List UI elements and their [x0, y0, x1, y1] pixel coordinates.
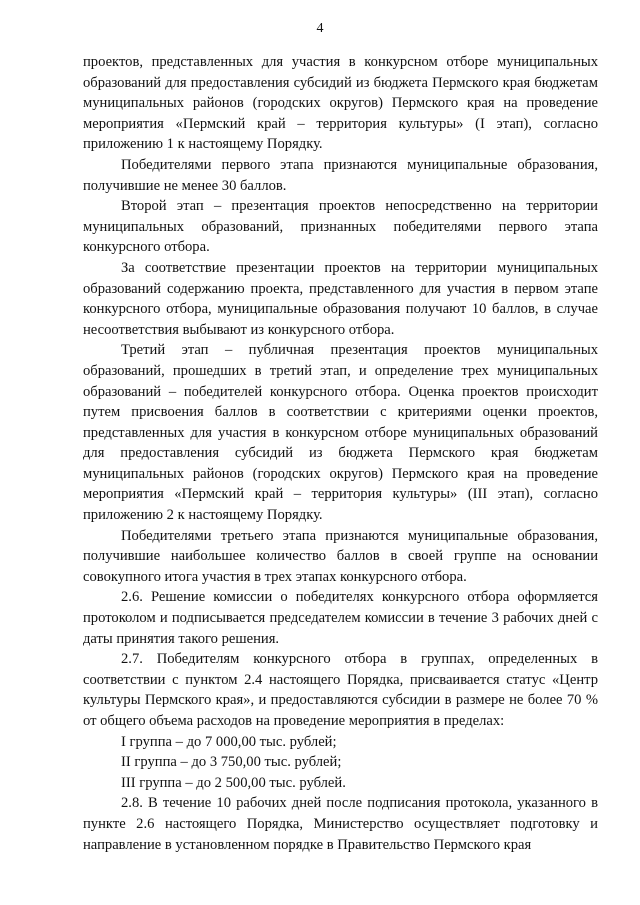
list-item-group-2: II группа – до 3 750,00 тыс. рублей; [121, 754, 342, 771]
paragraph-stage1-winners: Победителями первого этапа признаются муниципальные образования, получившие не менее 30 баллов. [83, 156, 598, 194]
document-body [83, 52, 598, 855]
paragraph-stage3: Третий этап – публичная презентация проектов муниципальных образований, прошедших в третий этап, и определение трех муниципальных образований – победителей конкурсного отбора. Оценка проектов происходит путем присвоения баллов в соответствии с критериями оценки проектов, представленных для участия в конкурсном отборе муниципальных образований для предоставления субсидий из бюджета Пермского края бюджетам муниципальных районов (городских округов) Пермского края на проведение мероприятия «Пермский край – территория культуры» (III этап), согласно приложению 2 к настоящему Порядку. [83, 342, 598, 524]
list-item-group-3: III группа – до 2 500,00 тыс. рублей. [121, 774, 346, 791]
paragraph-2-8: 2.8. В течение 10 рабочих дней после подписания протокола, указанного в пункте 2.6 настоящего Порядка, Министерство осуществляет подготовку и направление в установленном порядке в Правительство Пермского края [83, 795, 598, 853]
page-number: 4 [316, 21, 324, 36]
paragraph-stage3-winners: Победителями третьего этапа признаются муниципальные образования, получившие наибольшее количество баллов в своей группе на основании совокупного итога участия в трех этапах конкурсного отбора. [83, 527, 598, 585]
paragraph-stage2-scoring: За соответствие презентации проектов на территории муниципальных образований содержанию проекта, представленного для участия в первом этапе конкурсного отбора, муниципальные образования получают 10 баллов, в случае несоответствия выбывают из конкурсного отбора. [83, 259, 598, 338]
paragraph-stage1-continuation: проектов, представленных для участия в конкурсном отборе муниципальных образований для предоставления субсидий из бюджета Пермского края бюджетам муниципальных районов (городских округов) Пермского края на проведение мероприятия «Пермский край – территория культуры» (I этап), согласно приложению 1 к настоящему Порядку. [83, 54, 598, 153]
paragraph-2-7: 2.7. Победителям конкурсного отбора в группах, определенных в соответствии с пунктом 2.4 настоящего Порядка, присваивается статус «Центр культуры Пермского края», и предоставляются субсидии в размере не более 70 % от общего объема расходов на проведение мероприятия в пределах: [83, 651, 598, 729]
list-item-group-1: I группа – до 7 000,00 тыс. рублей; [121, 733, 337, 750]
paragraph-2-6: 2.6. Решение комиссии о победителях конкурсного отбора оформляется протоколом и подписывается председателем комиссии в течение 3 рабочих дней с даты принятия такого решения. [83, 589, 598, 647]
paragraph-stage2: Второй этап – презентация проектов непосредственно на территории муниципальных образований, признанных победителями первого этапа конкурсного отбора. [83, 198, 598, 256]
